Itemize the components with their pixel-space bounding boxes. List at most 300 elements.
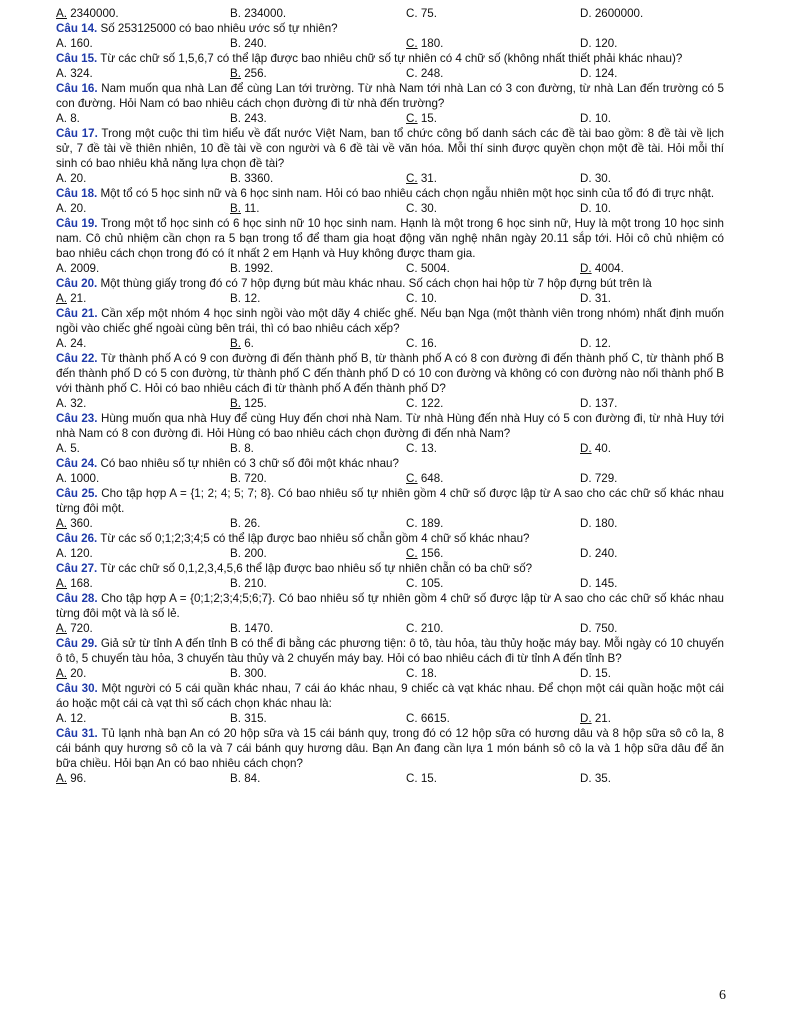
option-a: [56, 171, 230, 186]
option-letter: A.: [56, 7, 67, 20]
option-value: 12.: [594, 337, 611, 350]
options-row: [56, 36, 724, 51]
option-letter: D.: [580, 172, 592, 185]
option-letter: C.: [406, 472, 418, 485]
question-block: [56, 411, 724, 456]
page-number: 6: [719, 988, 726, 1003]
option-d: [580, 546, 724, 561]
option-b: [230, 36, 406, 51]
option-letter: B.: [230, 202, 241, 215]
option-value: 13.: [420, 442, 437, 455]
option-a: [56, 261, 230, 276]
option-value: 180.: [420, 37, 444, 50]
option-letter: C.: [406, 622, 418, 635]
question-text: Từ các chữ số 1,5,6,7 có thể lập được bao nhiêu chữ số tự nhiên có 4 chữ số (không nhất thiết phải khác nhau)?: [100, 52, 683, 65]
option-a: [56, 396, 230, 411]
question-text: Cần xếp một nhóm 4 học sinh ngồi vào một dãy 4 chiếc ghế. Nếu bạn Nga (một thành viên trong nhóm) nhất định muốn ngồi vào chiếc ghế ngoài cùng bên trái, thì có bao nhiêu cách xếp?: [56, 307, 724, 335]
option-value: 2600000.: [594, 7, 644, 20]
option-letter: B.: [230, 517, 241, 530]
option-value: 5.: [70, 442, 80, 455]
question-label: Câu 27.: [56, 562, 98, 575]
question-stem: [56, 51, 724, 66]
question-text: Tủ lạnh nhà bạn An có 20 hộp sữa và 15 cái bánh quy, trong đó có 12 hộp sữa có hương dâu và 8 hộp sữa sô cô la, 8 cái bánh quy hương sô cô la và 7 cái bánh quy hương dâu. Bạn An đang cần lựa 1 món bánh sô cô la và 1 hộp sữa dâu để ăn bữa chiều. Hỏi bạn An có bao nhiêu cách chọn?: [56, 727, 724, 770]
option-letter: D.: [580, 517, 592, 530]
option-b: [230, 621, 406, 636]
question-text: Hùng muốn qua nhà Huy để cùng Huy đến chơi nhà Nam. Từ nhà Hùng đến nhà Huy có 5 con đường đi, từ nhà Huy tới nhà Nam có 8 con đường đi. Hỏi Hùng có bao nhiêu cách chọn đường đi đến nhà Nam?: [56, 412, 724, 440]
option-b: [230, 66, 406, 81]
option-letter: B.: [230, 667, 241, 680]
option-letter: C.: [406, 577, 418, 590]
option-c: [406, 291, 580, 306]
option-letter: C.: [406, 37, 418, 50]
question-label: Câu 14.: [56, 22, 98, 35]
option-letter: C.: [406, 442, 418, 455]
option-letter: C.: [406, 772, 418, 785]
question-block: [56, 531, 724, 561]
option-value: 720.: [70, 622, 93, 635]
question-stem: [56, 681, 724, 711]
option-letter: D.: [580, 292, 592, 305]
option-value: 12.: [70, 712, 87, 725]
question-block: [56, 81, 724, 126]
option-a: [56, 666, 230, 681]
option-d: [580, 336, 724, 351]
option-value: 84.: [244, 772, 261, 785]
option-a: [56, 546, 230, 561]
option-value: 300.: [244, 667, 267, 680]
option-letter: B.: [230, 547, 241, 560]
options-row: [56, 771, 724, 786]
question-label: Câu 23.: [56, 412, 98, 425]
option-c: [406, 6, 580, 21]
option-letter: B.: [230, 37, 241, 50]
option-value: 648.: [420, 472, 444, 485]
options-row: [56, 516, 724, 531]
option-c: [406, 771, 580, 786]
option-value: 6615.: [420, 712, 450, 725]
question-label: Câu 25.: [56, 487, 98, 500]
option-value: 1992.: [244, 262, 274, 275]
option-a: [56, 471, 230, 486]
option-a: [56, 336, 230, 351]
option-letter: C.: [406, 712, 418, 725]
option-c: [406, 621, 580, 636]
option-letter: A.: [56, 712, 67, 725]
option-letter: D.: [580, 622, 592, 635]
options-row: [56, 546, 724, 561]
question-text: Từ các chữ số 0,1,2,3,4,5,6 thể lập được bao nhiêu số tự nhiên chẵn có ba chữ số?: [100, 562, 533, 575]
option-value: 4004.: [594, 262, 624, 275]
option-a: [56, 66, 230, 81]
option-a: [56, 36, 230, 51]
option-value: 20.: [70, 667, 87, 680]
option-letter: A.: [56, 112, 67, 125]
option-value: 750.: [594, 622, 618, 635]
question-block: [56, 51, 724, 81]
question-stem: [56, 21, 724, 36]
question-block: [56, 351, 724, 411]
options-row: [56, 291, 724, 306]
question-label: Câu 29.: [56, 637, 98, 650]
option-value: 5004.: [420, 262, 450, 275]
option-c: [406, 666, 580, 681]
option-d: [580, 441, 724, 456]
question-label: Câu 21.: [56, 307, 98, 320]
option-a: [56, 201, 230, 216]
options-row: [56, 111, 724, 126]
option-letter: D.: [580, 667, 592, 680]
option-value: 210.: [244, 577, 267, 590]
option-b: [230, 6, 406, 21]
question-text: Giả sử từ tỉnh A đến tỉnh B có thể đi bằng các phương tiện: ô tô, tàu hỏa, tàu thủy hoặc máy bay. Mỗi ngày có 10 chuyến ô tô, 5 chuyến tàu hỏa, 3 chuyến tàu thủy và 2 chuyến máy bay. Hỏi có bao nhiêu cách đi từ tỉnh A đến tỉnh B?: [56, 637, 724, 665]
option-value: 11.: [244, 202, 260, 215]
option-c: [406, 201, 580, 216]
option-value: 21.: [594, 712, 611, 725]
option-b: [230, 771, 406, 786]
option-b: [230, 171, 406, 186]
option-value: 729.: [594, 472, 618, 485]
option-letter: D.: [580, 7, 592, 20]
option-letter: B.: [230, 772, 241, 785]
option-a: [56, 441, 230, 456]
option-letter: A.: [56, 517, 67, 530]
option-letter: C.: [406, 67, 418, 80]
option-value: 26.: [244, 517, 261, 530]
question-block: [56, 561, 724, 591]
option-value: 315.: [244, 712, 267, 725]
option-letter: A.: [56, 37, 67, 50]
options-row: [56, 471, 724, 486]
question-text: Số 253125000 có bao nhiêu ước số tự nhiên?: [100, 22, 338, 35]
option-letter: C.: [406, 292, 418, 305]
option-value: 8.: [244, 442, 254, 455]
question-block: [56, 276, 724, 306]
option-c: [406, 471, 580, 486]
option-value: 120.: [594, 37, 618, 50]
option-letter: A.: [56, 67, 67, 80]
option-b: [230, 396, 406, 411]
option-c: [406, 711, 580, 726]
option-b: [230, 336, 406, 351]
question-text: Cho tập hợp A = {0;1;2;3;4;5;6;7}. Có bao nhiêu số tự nhiên gồm 4 chữ số được lập từ A sao cho các chữ số khác nhau từng đôi một và là số lẻ.: [56, 592, 724, 620]
option-letter: D.: [580, 547, 592, 560]
option-d: [580, 666, 724, 681]
option-value: 21.: [70, 292, 87, 305]
option-value: 210.: [420, 622, 444, 635]
option-value: 30.: [420, 202, 437, 215]
question-text: Một người có 5 cái quần khác nhau, 7 cái áo khác nhau, 9 chiếc cà vạt khác nhau. Để chọn một cái quần hoặc một cái áo hoặc một cái cà vạt thì số cách chọn khác nhau là:: [56, 682, 724, 710]
question-label: Câu 28.: [56, 592, 98, 605]
question-label: Câu 26.: [56, 532, 98, 545]
option-a: [56, 621, 230, 636]
option-letter: A.: [56, 262, 67, 275]
option-letter: A.: [56, 202, 67, 215]
question-text: Một thùng giấy trong đó có 7 hộp đựng bút màu khác nhau. Số cách chọn hai hộp từ 7 hộp đựng bút trên là: [100, 277, 652, 290]
option-value: 125.: [244, 397, 267, 410]
option-value: 240.: [244, 37, 267, 50]
question-text: Trong một tổ học sinh có 6 học sinh nữ 10 học sinh nam. Hạnh là một trong 6 học sinh nữ, Huy là một trong 10 học sinh nam. Cô chủ nhiệm cần chọn ra 5 bạn trong tổ để tham gia hoạt động văn nghệ nhân ngày 20.11 sắp tới. Hỏi cô chủ nhiệm có bao nhiêu cách chọn trong đó có ít nhất 2 em Hạnh và Huy không được tham gia.: [56, 217, 724, 260]
option-value: 324.: [70, 67, 93, 80]
option-letter: C.: [406, 262, 418, 275]
option-letter: C.: [406, 517, 418, 530]
option-c: [406, 576, 580, 591]
option-c: [406, 396, 580, 411]
option-c: [406, 336, 580, 351]
option-c: [406, 111, 580, 126]
question-stem: [56, 561, 724, 576]
option-c: [406, 66, 580, 81]
option-b: [230, 291, 406, 306]
question-label: Câu 15.: [56, 52, 98, 65]
question-stem: [56, 276, 724, 291]
option-b: [230, 201, 406, 216]
option-value: 40.: [594, 442, 611, 455]
option-letter: D.: [580, 472, 592, 485]
option-letter: D.: [580, 772, 592, 785]
question-block: [56, 636, 724, 681]
options-row: [56, 336, 724, 351]
options-row: [56, 621, 724, 636]
question-label: Câu 30.: [56, 682, 98, 695]
option-letter: B.: [230, 622, 241, 635]
question-stem: [56, 126, 724, 171]
option-letter: D.: [580, 202, 592, 215]
question-stem: [56, 486, 724, 516]
question-block: [56, 486, 724, 531]
option-value: 124.: [594, 67, 618, 80]
option-letter: D.: [580, 442, 592, 455]
option-letter: C.: [406, 667, 418, 680]
option-value: 256.: [244, 67, 267, 80]
option-letter: A.: [56, 292, 67, 305]
option-value: 20.: [70, 172, 87, 185]
question-block: [56, 591, 724, 636]
option-c: [406, 546, 580, 561]
option-d: [580, 711, 724, 726]
question-stem: [56, 216, 724, 261]
option-value: 234000.: [244, 7, 287, 20]
question-block: [56, 306, 724, 351]
option-letter: C.: [406, 397, 418, 410]
option-letter: D.: [580, 577, 592, 590]
option-value: 137.: [594, 397, 618, 410]
option-letter: D.: [580, 397, 592, 410]
option-letter: B.: [230, 292, 241, 305]
question-text: Có bao nhiêu số tự nhiên có 3 chữ số đôi một khác nhau?: [100, 457, 399, 470]
option-value: 18.: [420, 667, 437, 680]
option-a: [56, 291, 230, 306]
option-letter: D.: [580, 262, 592, 275]
option-d: [580, 771, 724, 786]
question-label: Câu 19.: [56, 217, 98, 230]
option-d: [580, 396, 724, 411]
option-d: [580, 111, 724, 126]
option-d: [580, 66, 724, 81]
question-label: Câu 17.: [56, 127, 98, 140]
option-letter: A.: [56, 667, 67, 680]
option-d: [580, 201, 724, 216]
options-row: [56, 396, 724, 411]
option-value: 96.: [70, 772, 87, 785]
option-value: 30.: [594, 172, 611, 185]
options-row: [56, 6, 724, 21]
option-value: 10.: [594, 202, 611, 215]
question-text: Cho tập hợp A = {1; 2; 4; 5; 7; 8}. Có bao nhiêu số tự nhiên gồm 4 chữ số được lập từ A sao cho các chữ số khác nhau từng đôi một.: [56, 487, 724, 515]
option-value: 15.: [594, 667, 611, 680]
option-c: [406, 261, 580, 276]
option-a: [56, 111, 230, 126]
question-block: [56, 726, 724, 786]
question-stem: [56, 81, 724, 111]
exam-page: [56, 6, 724, 786]
option-letter: C.: [406, 172, 418, 185]
option-letter: B.: [230, 112, 241, 125]
option-value: 200.: [244, 547, 267, 560]
option-value: 6.: [244, 337, 254, 350]
question-text: Nam muốn qua nhà Lan để cùng Lan tới trường. Từ nhà Nam tới nhà Lan có 3 con đường, từ nhà Lan đến trường có 5 con đường. Hỏi Nam có bao nhiêu cách chọn đường đi từ nhà đến trường?: [56, 82, 724, 110]
option-value: 31.: [594, 292, 611, 305]
option-d: [580, 516, 724, 531]
option-letter: B.: [230, 262, 241, 275]
option-b: [230, 666, 406, 681]
option-letter: A.: [56, 622, 67, 635]
option-value: 3360.: [244, 172, 274, 185]
option-value: 120.: [70, 547, 93, 560]
option-letter: A.: [56, 577, 67, 590]
option-value: 720.: [244, 472, 267, 485]
option-value: 156.: [420, 547, 444, 560]
option-letter: A.: [56, 442, 67, 455]
question-stem: [56, 636, 724, 666]
option-value: 160.: [70, 37, 93, 50]
option-value: 32.: [70, 397, 87, 410]
question-stem: [56, 591, 724, 621]
question-block: [56, 126, 724, 186]
option-letter: C.: [406, 202, 418, 215]
option-a: [56, 576, 230, 591]
option-b: [230, 576, 406, 591]
option-value: 24.: [70, 337, 87, 350]
question-block: [56, 681, 724, 726]
option-value: 8.: [70, 112, 80, 125]
question-block: [56, 216, 724, 276]
option-a: [56, 6, 230, 21]
option-b: [230, 261, 406, 276]
option-value: 2009.: [70, 262, 100, 275]
option-value: 16.: [420, 337, 437, 350]
option-d: [580, 471, 724, 486]
option-letter: B.: [230, 442, 241, 455]
option-value: 248.: [420, 67, 444, 80]
question-stem: [56, 456, 724, 471]
option-value: 360.: [70, 517, 93, 530]
option-d: [580, 621, 724, 636]
question-text: Trong một cuộc thi tìm hiểu về đất nước Việt Nam, ban tổ chức công bố danh sách các đề tài bao gồm: 8 đề tài về lịch sử, 7 đề tài về thiên nhiên, 10 đề tài về con người và 6 đề tài về văn hóa. Mỗi thí sinh được quyền chọn một đề tài. Hỏi mỗi thí sinh có bao nhiêu khả năng lựa chọn đề tài?: [56, 127, 724, 170]
option-letter: D.: [580, 37, 592, 50]
option-value: 122.: [420, 397, 444, 410]
option-value: 105.: [420, 577, 444, 590]
option-c: [406, 171, 580, 186]
option-letter: B.: [230, 337, 241, 350]
option-c: [406, 441, 580, 456]
option-letter: C.: [406, 547, 418, 560]
option-c: [406, 516, 580, 531]
options-row: [56, 666, 724, 681]
option-letter: D.: [580, 337, 592, 350]
option-value: 10.: [420, 292, 437, 305]
option-letter: B.: [230, 397, 241, 410]
option-d: [580, 171, 724, 186]
option-a: [56, 771, 230, 786]
option-c: [406, 36, 580, 51]
option-value: 189.: [420, 517, 444, 530]
option-letter: A.: [56, 337, 67, 350]
option-a: [56, 711, 230, 726]
option-value: 1000.: [70, 472, 100, 485]
options-row: [56, 576, 724, 591]
question-label: Câu 18.: [56, 187, 98, 200]
question-label: Câu 31.: [56, 727, 98, 740]
option-d: [580, 576, 724, 591]
option-b: [230, 441, 406, 456]
option-value: 2340000.: [70, 7, 119, 20]
options-row: [56, 66, 724, 81]
option-d: [580, 6, 724, 21]
option-letter: B.: [230, 472, 241, 485]
option-value: 31.: [420, 172, 437, 185]
option-letter: A.: [56, 397, 67, 410]
option-letter: A.: [56, 472, 67, 485]
option-value: 10.: [594, 112, 611, 125]
option-letter: D.: [580, 67, 592, 80]
option-value: 243.: [244, 112, 267, 125]
option-letter: D.: [580, 112, 592, 125]
option-a: [56, 516, 230, 531]
option-letter: A.: [56, 172, 67, 185]
options-row: [56, 201, 724, 216]
question-label: Câu 16.: [56, 82, 98, 95]
options-row: [56, 171, 724, 186]
question-text: Một tổ có 5 học sinh nữ và 6 học sinh nam. Hỏi có bao nhiêu cách chọn ngẫu nhiên một học sinh của tổ đó đi trực nhật.: [100, 187, 715, 200]
option-letter: B.: [230, 577, 241, 590]
question-label: Câu 22.: [56, 352, 98, 365]
option-letter: C.: [406, 112, 418, 125]
question-stem: [56, 186, 724, 201]
option-letter: A.: [56, 772, 67, 785]
question-block: [56, 186, 724, 216]
option-value: 75.: [420, 7, 437, 20]
option-letter: A.: [56, 547, 67, 560]
question-text: Từ các số 0;1;2;3;4;5 có thể lập được bao nhiêu số chẵn gồm 4 chữ số khác nhau?: [100, 532, 530, 545]
options-row: [56, 261, 724, 276]
option-value: 145.: [594, 577, 618, 590]
option-b: [230, 516, 406, 531]
question-stem: [56, 351, 724, 396]
question-stem: [56, 726, 724, 771]
option-value: 15.: [420, 112, 437, 125]
option-value: 35.: [594, 772, 611, 785]
option-value: 168.: [70, 577, 93, 590]
options-row: [56, 441, 724, 456]
option-b: [230, 111, 406, 126]
option-value: 15.: [420, 772, 437, 785]
question-block: [56, 21, 724, 51]
question-stem: [56, 531, 724, 546]
option-letter: C.: [406, 7, 418, 20]
option-value: 180.: [594, 517, 618, 530]
option-letter: B.: [230, 172, 241, 185]
option-letter: C.: [406, 337, 418, 350]
